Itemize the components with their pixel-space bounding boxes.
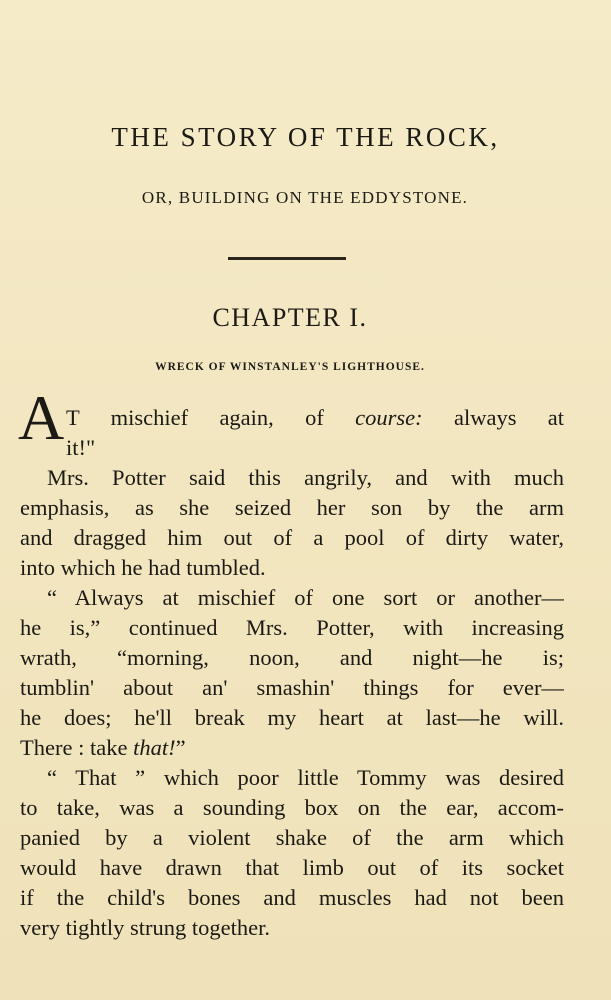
text-line: There : take that!” bbox=[20, 735, 186, 760]
text-line: “ That ” which poor little Tommy was desired bbox=[47, 765, 564, 790]
text-line: panied by a violent shake of the arm which bbox=[20, 825, 564, 850]
text-line: emphasis, as she seized her son by the arm bbox=[20, 495, 564, 520]
text-line: Mrs. Potter said this angrily, and with much bbox=[47, 465, 564, 490]
book-subtitle: OR, BUILDING ON THE EDDYSTONE. bbox=[141, 188, 469, 207]
drop-cap: A bbox=[18, 382, 65, 453]
text-line: he does; he'll break my heart at last—he will. bbox=[20, 705, 564, 730]
text-line: to take, was a sounding box on the ear, accom- bbox=[20, 795, 564, 820]
text-line: tumblin' about an' smashin' things for ever— bbox=[20, 675, 564, 700]
text-line: very tightly strung together. bbox=[20, 915, 270, 940]
book-title: THE STORY OF THE ROCK, bbox=[111, 122, 500, 152]
chapter-heading: CHAPTER I. bbox=[212, 303, 368, 332]
chapter-subheading: WRECK OF WINSTANLEY'S LIGHTHOUSE. bbox=[155, 361, 425, 373]
text-line: if the child's bones and muscles had not been bbox=[20, 885, 564, 910]
text-line: into which he had tumbled. bbox=[20, 555, 266, 580]
text-line: wrath, “morning, noon, and night—he is; bbox=[20, 645, 564, 670]
title-rule bbox=[228, 257, 346, 260]
text-line: it!" bbox=[66, 435, 96, 460]
text-line: would have drawn that limb out of its socket bbox=[20, 855, 564, 880]
text-line: “ Always at mischief of one sort or another— bbox=[47, 585, 564, 610]
text-line: T mischief again, of course: always at bbox=[66, 405, 564, 430]
text-line: he is,” continued Mrs. Potter, with increasing bbox=[20, 615, 564, 640]
text-line: and dragged him out of a pool of dirty water, bbox=[20, 525, 564, 550]
